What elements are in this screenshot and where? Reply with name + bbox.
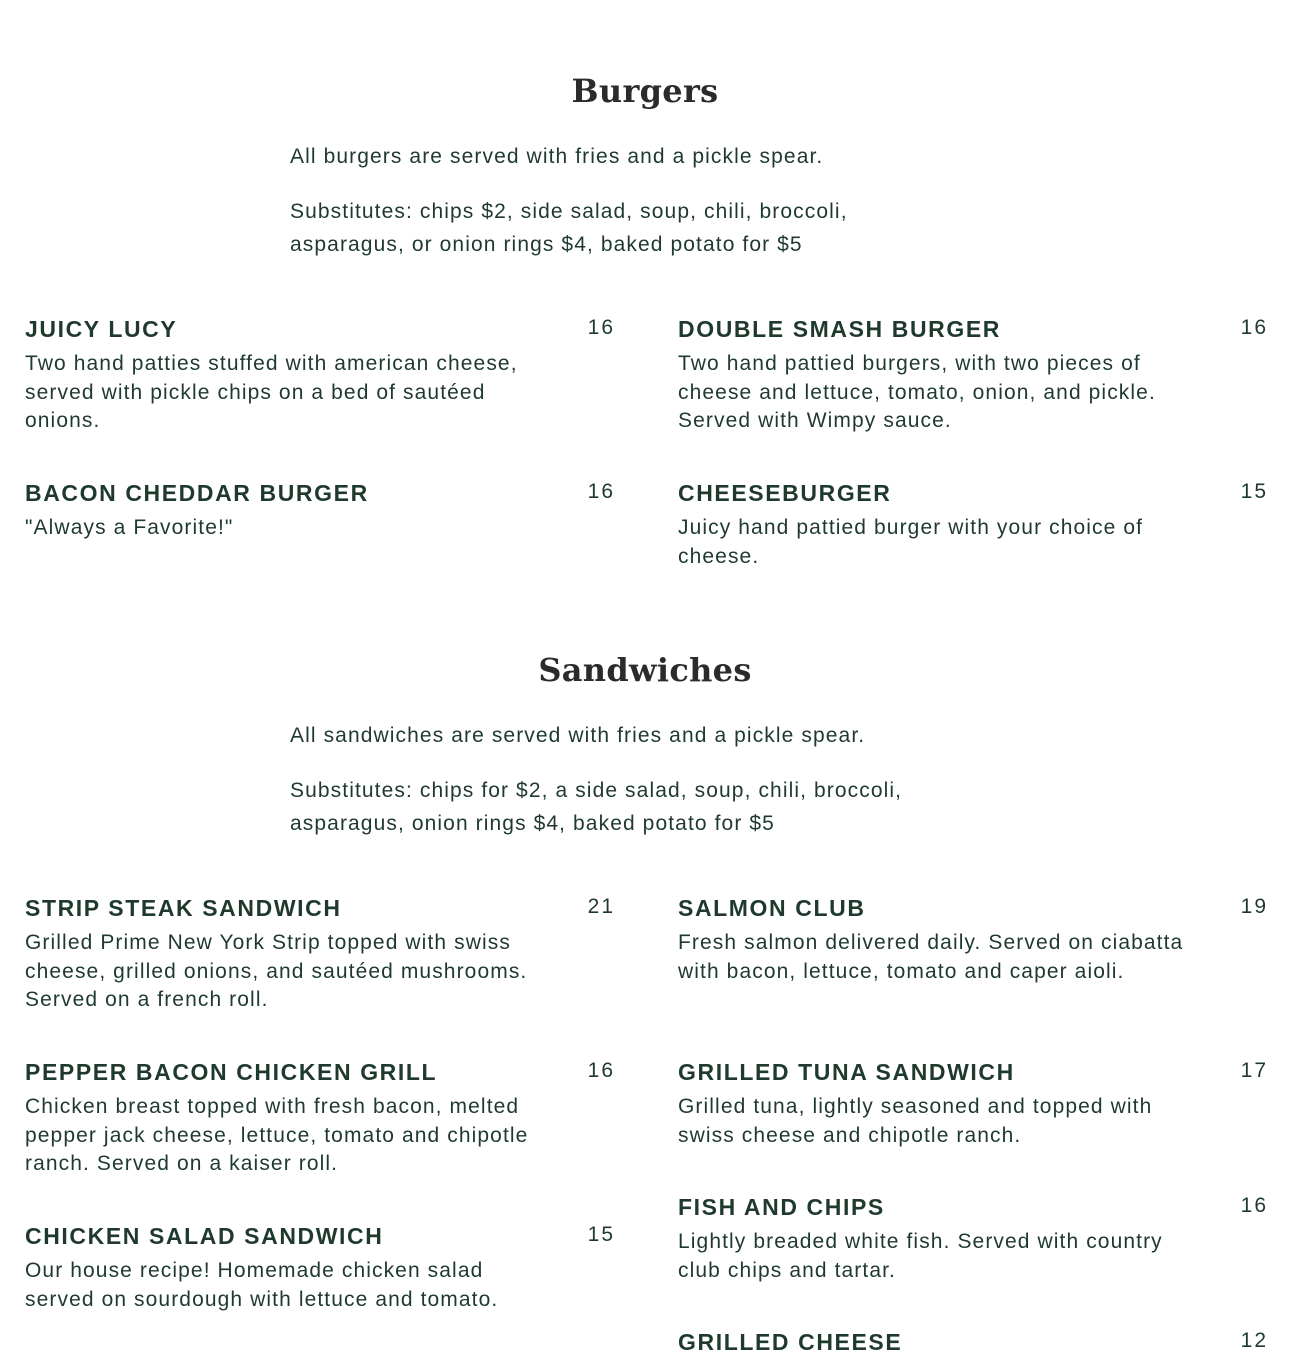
item-name: GRILLED CHEESE <box>678 1329 903 1355</box>
item-name: JUICY LUCY <box>25 316 178 342</box>
item-description: "Always a Favorite!" <box>25 516 234 539</box>
item-price: 17 <box>1240 1059 1268 1082</box>
item-name: CHEESEBURGER <box>678 480 892 506</box>
item-description: Lightly breaded white fish. Served with country club chips and tartar. <box>678 1230 1163 1282</box>
item-name: PEPPER BACON CHICKEN GRILL <box>25 1059 438 1085</box>
item-price: 15 <box>587 1223 615 1246</box>
item-description: Two hand pattied burgers, with two pieces of cheese and lettuce, tomato, onion, and pickle. Served with Wimpy sauce. <box>678 352 1156 432</box>
item-name: GRILLED TUNA SANDWICH <box>678 1059 1015 1085</box>
item-description: Our house recipe! Homemade chicken salad served on sourdough with lettuce and tomato. <box>25 1259 499 1311</box>
item-price: 16 <box>1240 1194 1268 1217</box>
item-description: Fresh salmon delivered daily. Served on ciabatta with bacon, lettuce, tomato and caper aioli. <box>678 931 1184 983</box>
item-name: DOUBLE SMASH BURGER <box>678 316 1002 342</box>
burgers-intro-substitutes: Substitutes: chips $2, side salad, soup, chili, broccoli, asparagus, or onion rings $4, baked potato for $5 <box>290 200 848 256</box>
item-name: FISH AND CHIPS <box>678 1194 885 1220</box>
section-title-burgers: Burgers <box>571 72 719 110</box>
item-name: SALMON CLUB <box>678 895 866 921</box>
item-name: BACON CHEDDAR BURGER <box>25 480 369 506</box>
sandwiches-intro-served-with: All sandwiches are served with fries and a pickle spear. <box>290 724 866 747</box>
item-description: Grilled tuna, lightly seasoned and topped with swiss cheese and chipotle ranch. <box>678 1095 1153 1147</box>
sandwiches-intro-substitutes: Substitutes: chips for $2, a side salad, soup, chili, broccoli, asparagus, onion rings $4, baked potato for $5 <box>290 779 903 835</box>
item-price: 21 <box>587 895 615 918</box>
item-description: Chicken breast topped with fresh bacon, melted pepper jack cheese, lettuce, tomato and chipotle ranch. Served on a kaiser roll. <box>25 1095 529 1175</box>
item-price: 15 <box>1240 480 1268 503</box>
item-name: STRIP STEAK SANDWICH <box>25 895 342 921</box>
item-price: 16 <box>1240 316 1268 339</box>
item-description: Two hand patties stuffed with american cheese, served with pickle chips on a bed of sautéed onions. <box>25 352 518 432</box>
item-price: 16 <box>587 480 615 503</box>
item-name: CHICKEN SALAD SANDWICH <box>25 1223 384 1249</box>
item-price: 19 <box>1240 895 1268 918</box>
item-price: 12 <box>1240 1329 1268 1352</box>
item-description: Grilled Prime New York Strip topped with swiss cheese, grilled onions, and sautéed mushrooms. Served on a french roll. <box>25 931 528 1011</box>
burgers-intro-served-with: All burgers are served with fries and a pickle spear. <box>290 145 824 168</box>
item-description: Juicy hand pattied burger with your choice of cheese. <box>678 516 1144 568</box>
item-price: 16 <box>587 1059 615 1082</box>
item-price: 16 <box>587 316 615 339</box>
section-title-sandwiches: Sandwiches <box>538 651 752 689</box>
